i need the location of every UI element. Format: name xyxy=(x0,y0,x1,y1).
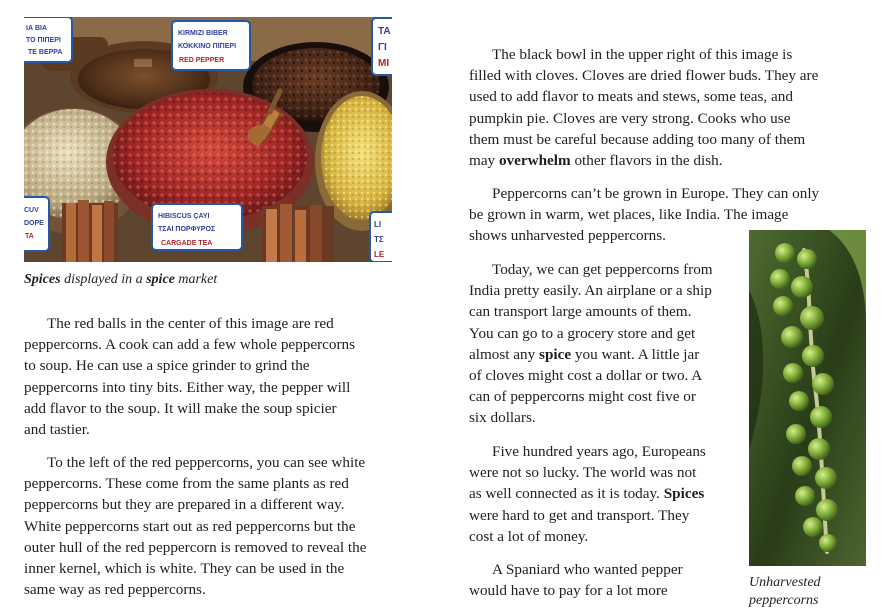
sign-bottom-middle-line-3: CARGADE TEA xyxy=(161,240,213,247)
peppercorn-vine-illustration xyxy=(749,230,866,566)
today-paragraph xyxy=(469,259,734,429)
cloves-line-4: pumpkin pie. Cloves are very strong. Cooks who use xyxy=(469,109,791,127)
white-peppercorns-line-2: peppercorns. These come from the same plants as red xyxy=(24,475,349,493)
red-peppercorns-line-4: peppercorns into tiny bits. Either way, the pepper will xyxy=(24,378,351,396)
white-peppercorns-paragraph xyxy=(24,452,394,600)
five-hundred-years-paragraph xyxy=(469,441,734,547)
white-peppercorns-line-4: White peppercorns start out as red peppercorns but the xyxy=(24,517,356,535)
cloves-line-3: used to add flavor to meats and stews, some teas, and xyxy=(469,88,793,106)
sign-top-right-line-3: ΜΙ xyxy=(378,58,390,69)
sign-top-left-line-1: ΙΑ ΒΙΑ xyxy=(26,25,47,32)
five-hundred-line-4: were hard to get and transport. They xyxy=(469,506,690,524)
cloves-line-6-start: may xyxy=(469,152,499,170)
spice-market-illustration xyxy=(24,17,392,262)
today-line-5-end: you want. A little jar xyxy=(571,345,700,363)
today-line-5 xyxy=(469,344,734,365)
peppercorns-europe-line-2: be grown in warm, wet places, like India. The image xyxy=(469,206,789,224)
cloves-line-1: The black bowl in the upper right of this image is xyxy=(492,46,793,63)
today-line-2: India pretty easily. An airplane or a ship xyxy=(469,282,712,300)
spices-keyword: Spices xyxy=(663,485,705,503)
caption-middle-text: displayed in a xyxy=(60,272,147,287)
sign-bottom-right-line-2: ΤΣ xyxy=(374,235,384,244)
today-line-5-start: almost any xyxy=(469,345,540,363)
five-hundred-line-3-start: as well connected as it is today. xyxy=(469,485,664,503)
spice-keyword: spice xyxy=(539,345,572,363)
sign-left-bottom-line-2: DOPE xyxy=(24,220,44,227)
white-peppercorns-line-7: same way as red peppercorns. xyxy=(24,581,206,599)
peppercorns-europe-paragraph xyxy=(469,183,849,247)
red-peppercorns-line-5: add flavor to the soup. It will make the soup spicier xyxy=(24,399,337,417)
sign-top-middle-line-1: KIRMIZI BIBER xyxy=(178,30,228,37)
unharvested-peppercorns-photo xyxy=(749,230,866,566)
red-peppercorns-line-1: The red balls in the center of this image are red xyxy=(47,315,334,332)
red-peppercorns-paragraph xyxy=(24,313,389,440)
today-line-1: Today, we can get peppercorns from xyxy=(492,261,713,278)
caption-keyword-spice: spice xyxy=(146,272,175,287)
sign-top-right-line-1: ΤΑ xyxy=(378,26,391,37)
five-hundred-line-2: were not so lucky. The world was not xyxy=(469,464,697,482)
five-hundred-line-3 xyxy=(469,483,734,504)
white-peppercorns-line-3: peppercorns but they are prepared in a different way. xyxy=(24,496,345,514)
spice-market-photo xyxy=(24,17,392,262)
five-hundred-line-1: Five hundred years ago, Europeans xyxy=(492,443,706,460)
peppercorns-europe-line-1: Peppercorns can’t be grown in Europe. They can only xyxy=(492,185,820,202)
sign-top-left-line-2: ΤΟ ΠΙΠΕΡΙ xyxy=(26,37,61,44)
five-hundred-line-5: cost a lot of money. xyxy=(469,527,589,545)
red-peppercorns-line-3: to soup. He can use a spice grinder to grind the xyxy=(24,357,310,375)
sign-left-bottom-line-1: CUV xyxy=(24,207,39,214)
today-line-7: can of peppercorns might cost five or xyxy=(469,388,696,406)
sign-bottom-right-line-3: LE xyxy=(374,250,385,259)
spaniard-paragraph xyxy=(469,559,734,601)
sign-bottom-middle-line-2: ΤΣΑΙ ΠΟΡΦΥΡΟΣ xyxy=(158,226,216,233)
sign-top-middle-line-3: RED PEPPER xyxy=(179,57,225,64)
today-line-8: six dollars. xyxy=(469,409,536,427)
sign-bottom-middle-line-1: HIBISCUS ÇAYI xyxy=(158,213,210,220)
red-peppercorns-line-6: and tastier. xyxy=(24,421,90,439)
spice-market-caption xyxy=(24,271,384,289)
spaniard-line-2: would have to pay for a lot more xyxy=(469,582,668,600)
red-peppercorns-line-2: peppercorns. A cook can add a few whole peppercorns xyxy=(24,336,356,354)
cloves-line-2: filled with cloves. Cloves are dried flower buds. They are xyxy=(469,67,819,85)
overwhelm-keyword: overwhelm xyxy=(498,152,571,170)
sign-bottom-right-line-1: LI xyxy=(374,220,382,229)
pepper-caption-line-2: peppercorns xyxy=(749,593,819,608)
today-line-6: of cloves might cost a dollar or two. A xyxy=(469,367,703,385)
white-peppercorns-line-6: inner kernel, which is white. They can be used in the xyxy=(24,560,345,578)
today-line-3: can transport large amounts of them. xyxy=(469,303,692,321)
white-peppercorns-line-1: To the left of the red peppercorns, you can see white xyxy=(47,454,366,471)
cloves-line-6-end: other flavors in the dish. xyxy=(570,152,723,170)
peppercorns-europe-line-3: shows unharvested peppercorns. xyxy=(469,227,666,245)
cloves-line-6 xyxy=(469,150,849,171)
today-line-4: You can go to a grocery store and get xyxy=(469,324,696,342)
caption-keyword-spices: Spices xyxy=(24,272,61,287)
white-peppercorns-line-5: outer hull of the red peppercorn is removed to reveal the xyxy=(24,538,367,556)
sign-top-left-line-3: ΤΕ ΒΕΡΡΑ xyxy=(28,49,63,56)
cloves-line-5: them must be careful because adding too many of them xyxy=(469,130,806,148)
sign-top-middle-line-2: ΚΟΚΚΙΝΟ ΠΙΠΕΡΙ xyxy=(178,43,237,50)
spaniard-line-1: A Spaniard who wanted pepper xyxy=(492,561,683,578)
caption-tail-text: market xyxy=(174,272,218,287)
cloves-paragraph xyxy=(469,44,849,171)
sign-left-bottom-line-3: ΤΑ xyxy=(25,233,34,240)
sign-top-right-line-2: ΓΙ xyxy=(378,42,387,53)
pepper-caption-line-1: Unharvested xyxy=(749,575,821,590)
unharvested-peppercorns-caption xyxy=(749,574,859,610)
